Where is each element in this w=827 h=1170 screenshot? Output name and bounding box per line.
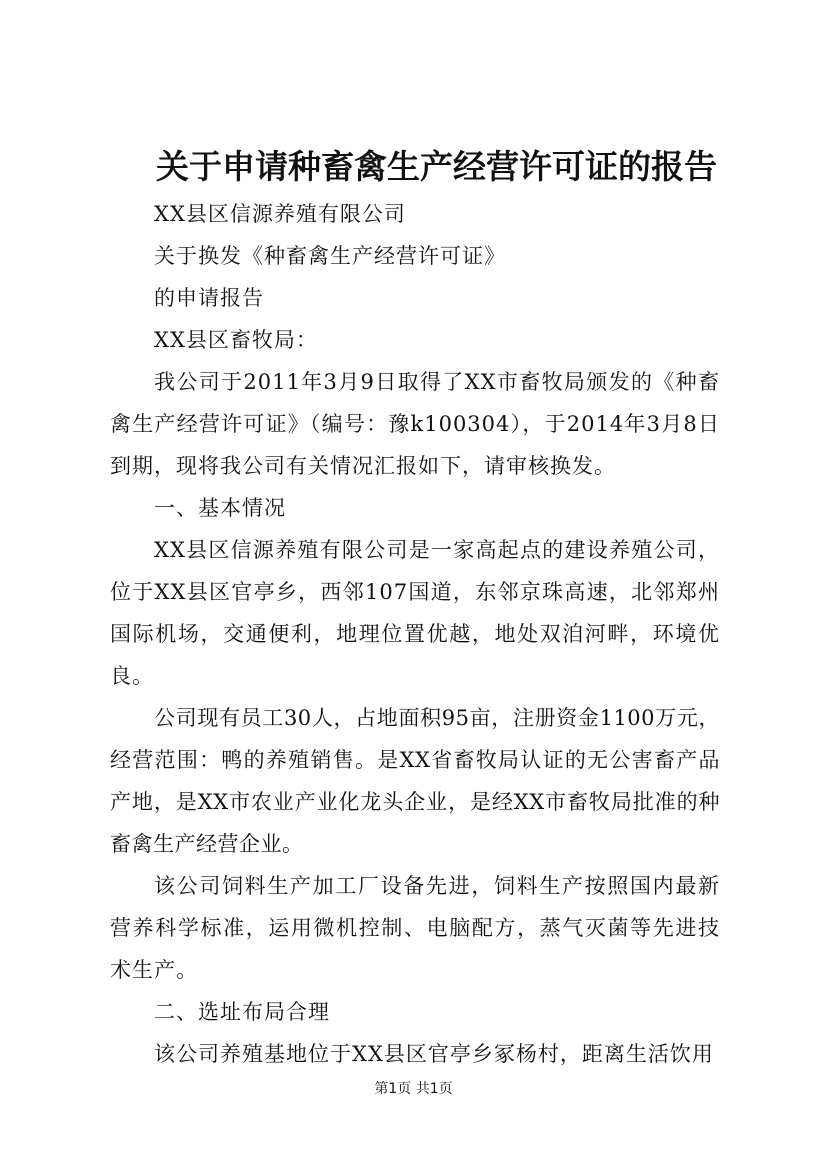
paragraph-subject-line-2: 的申请报告 [154,286,264,310]
section-heading-basic-info: 一、基本情况 [154,496,286,520]
paragraph-site-location: 该公司养殖基地位于XX县区官亭乡冢杨村，距离生活饮用 [154,1042,714,1066]
paragraph-company-location: XX县区信源养殖有限公司是一家高起点的建设养殖公司，位于XX县区官亭乡，西邻107国道，东邻京珠高速，北邻郑州国际机场，交通便利，地理位置优越，地处双洎河畔，环境优良。 [110,538,720,688]
paragraph-company-scale: 公司现有员工30人，占地面积95亩，注册资金1100万元，经营范围：鸭的养殖销售。是XX省畜牧局认证的无公害畜产品产地，是XX市农业产业化龙头企业，是经XX市畜牧局批准的种畜禽生产经营企业。 [110,706,720,856]
document-body [110,193,720,1075]
paragraph-recipient: XX县区畜牧局： [154,328,318,352]
document-title: 关于申请种畜禽生产经营许可证的报告 [156,147,717,186]
paragraph-feed-plant: 该公司饲料生产加工厂设备先进，饲料生产按照国内最新营养科学标准，运用微机控制、电脑配方，蒸气灭菌等先进技术生产。 [110,874,720,982]
section-heading-site-layout: 二、选址布局合理 [154,1000,330,1024]
paragraph-company-name: XX县区信源养殖有限公司 [154,202,406,226]
page-number-footer: 第1页 共1页 [374,1081,453,1097]
paragraph-subject-line: 关于换发《种畜禽生产经营许可证》 [154,244,506,268]
paragraph-intro: 我公司于2011年3月9日取得了XX市畜牧局颁发的《种畜禽生产经营许可证》（编号：豫k100304），于2014年3月8日到期，现将我公司有关情况汇报如下，请审核换发。 [110,370,720,478]
